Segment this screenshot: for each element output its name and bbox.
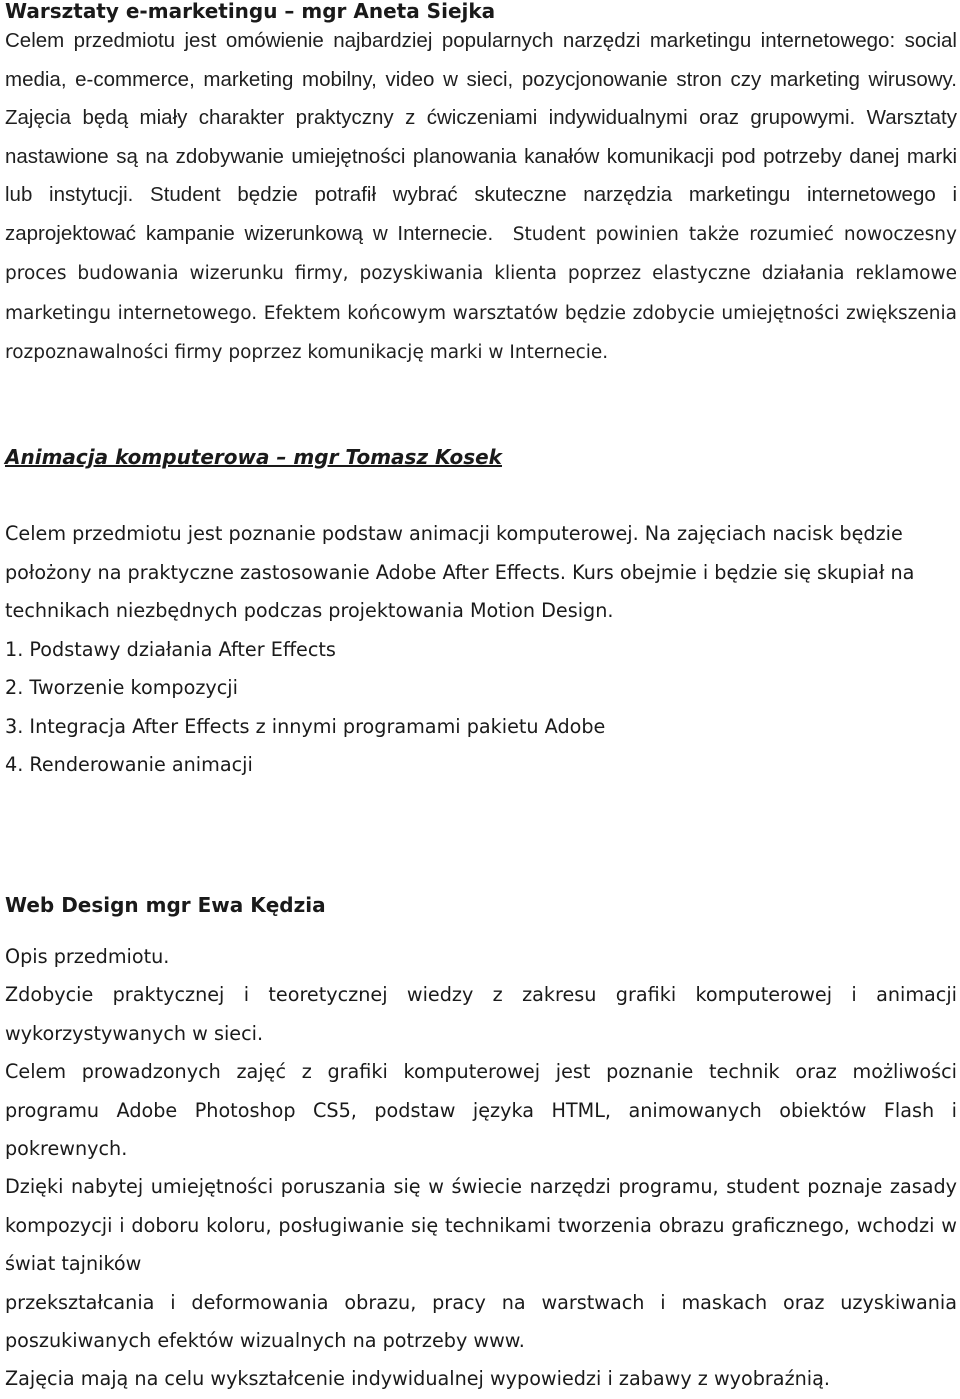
section-paragraph: przekształcania i deformowania obrazu, pracy na warstwach i maskach oraz uzyskiwania poszukiwanych efektów wizualnych na potrzeby www.: [5, 1290, 957, 1353]
list-item: 3. Integracja After Effects z innymi programami pakietu Adobe: [5, 714, 606, 738]
section-title-web-design: Web Design mgr Ewa Kędzia: [5, 893, 326, 917]
section-paragraph: Zdobycie praktycznej i teoretycznej wiedzy z zakresu grafiki komputerowej i animacji wykorzystywanych w sieci.: [5, 983, 957, 1045]
section-paragraph: Celem prowadzonych zajęć z grafiki komputerowej jest poznanie technik oraz możliwości programu Adobe Photoshop CS5, podstaw języka HTML, animowanych obiektów Flash i pokrewnych.: [5, 1060, 957, 1161]
section-paragraph: Zajęcia mają na celu wykształcenie indywidualnej wypowiedzi i zabawy z wyobraźnią.: [5, 1367, 830, 1391]
document-page: [5, 0, 957, 1391]
list-item: 4. Renderowanie animacji: [5, 753, 253, 776]
section-paragraph: Opis przedmiotu.: [5, 945, 170, 968]
paragraph-text-part2: Student powinien także rozumieć nowoczesny proces budowania wizerunku firmy, pozyskiwania klienta poprzez elastyczne działania reklamowe marketingu internetowego. Efektem końcowym warsztatów będzie zdobycie umiejętności zwiększenia rozpoznawalności firmy poprzez komunikację marki w Internecie.: [5, 223, 957, 363]
section-paragraph: Dzięki nabytej umiejętności poruszania się w świecie narzędzi programu, student poznaje zasady kompozycji i doboru koloru, posługiwanie się technikami tworzenia obrazu graficznego, wchodzi w świat tajników: [5, 1175, 957, 1276]
section-paragraph-e-marketing: [5, 22, 957, 373]
section-paragraph-animacja: Celem przedmiotu jest poznanie podstaw animacji komputerowej. Na zajęciach nacisk będzie położony na praktyczne zastosowanie Adobe After Effects. Kurs obejmie i będzie się skupiał na technikach niezbędnych podczas projektowania Motion Design.: [5, 522, 915, 622]
section-title-e-marketing: Warsztaty e-marketingu – mgr Aneta Siejka: [5, 0, 496, 23]
paragraph-text-part1: Celem przedmiotu jest omówienie najbardziej popularnych narzędzi marketingu internetowego: social media, e-commerce, marketing mobilny, video w sieci, pozycjonowanie stron czy marketing wirusowy. Zajęcia będą miały charakter praktyczny z ćwiczeniami indywidualnymi oraz grupowymi. Warsztaty nastawione są na zdobywanie umiejętności planowania kanałów komunikacji pod potrzeby danej marki lub instytucji. Student będzie potrafił wybrać skuteczne narzędzia marketingu internetowego i zaprojektować kampanie wizerunkową w Internecie.: [5, 29, 957, 245]
section-body-web-design: [5, 938, 957, 1399]
section-title-animacja: Animacja komputerowa – mgr Tomasz Kosek: [5, 445, 502, 469]
list-item: 2. Tworzenie kompozycji: [5, 676, 238, 699]
list-item: 1. Podstawy działania After Effects: [5, 637, 336, 661]
section-body-animacja: [5, 515, 957, 785]
